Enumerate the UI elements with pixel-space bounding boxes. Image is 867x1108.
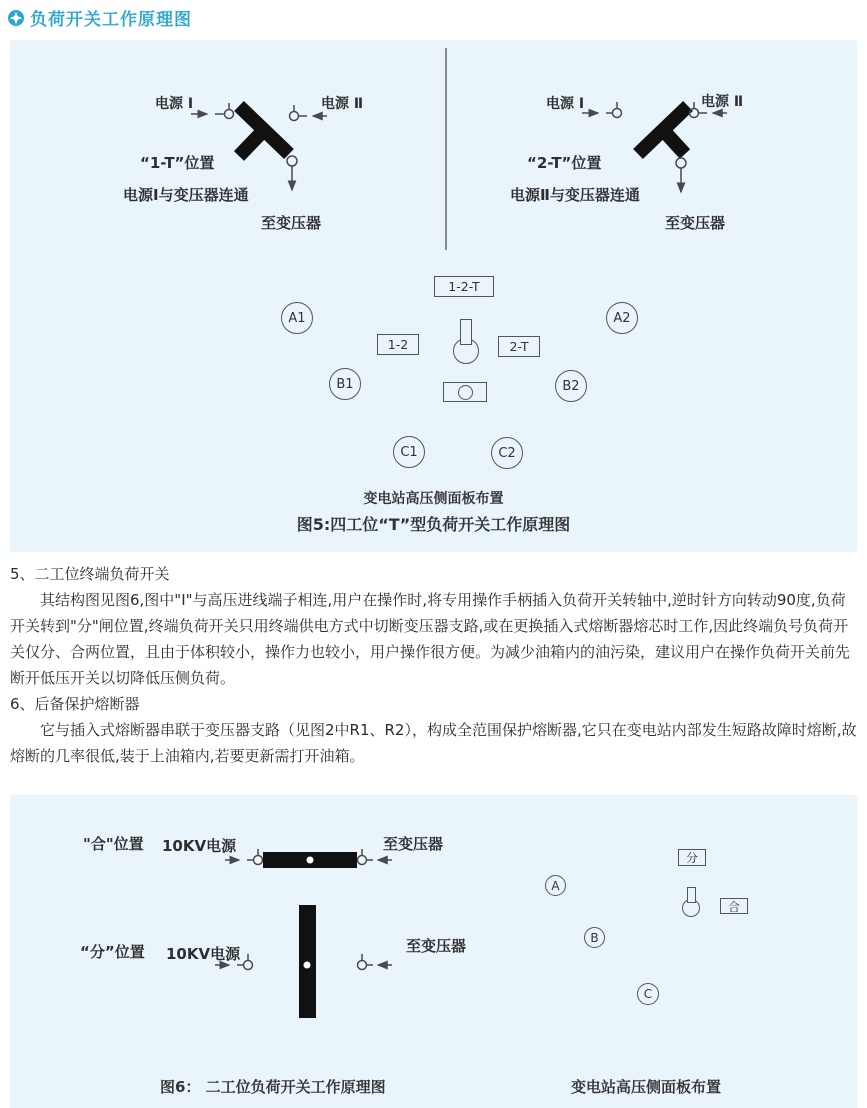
fig5-caption: 图5:四工位“T”型负荷开关工作原理图 xyxy=(296,515,571,534)
fig6-panel-circle-b: B xyxy=(584,927,605,948)
fig6-closed-position-label: "合"位置 xyxy=(83,835,144,853)
fig5-right-connection-label: 电源Ⅱ与变压器连通 xyxy=(510,186,640,204)
fig5-panel-circle-a2: A2 xyxy=(606,302,638,334)
figure5-panel xyxy=(10,40,857,552)
fig6-panel-circle-a: A xyxy=(545,875,566,896)
fig6-panel-caption: 变电站高压侧面板布置 xyxy=(571,1078,722,1096)
fig5-left-source1-label: 电源 Ⅰ xyxy=(155,96,194,112)
fig5-left-position-label: “1-T”位置 xyxy=(140,154,215,172)
fig5-panel-circle-a1: A1 xyxy=(281,302,313,334)
fig5-indicator-dot xyxy=(458,385,473,400)
fig6-panel-circle-c: C xyxy=(637,983,659,1005)
fig6-closed-to-transformer-label: 至变压器 xyxy=(383,835,444,853)
fig5-left-to-transformer-label: 至变压器 xyxy=(261,214,322,232)
fig5-panel-circle-b2: B2 xyxy=(555,370,587,402)
section6-paragraph: 它与插入式熔断器串联于变压器支路（见图2中R1、R2），构成全范围保护熔断器,它只在变电站内部发生短路故障时熔断,故熔断的几率很低,装于上油箱内,若要更新需打开油箱。 xyxy=(10,721,857,765)
fig5-right-position-label: “2-T”位置 xyxy=(527,154,602,172)
section5-heading: 5、二工位终端负荷开关 xyxy=(10,565,170,583)
section6-heading: 6、后备保护熔断器 xyxy=(10,695,140,713)
fig6-open-position-label: “分”位置 xyxy=(80,943,145,961)
section5-paragraph: 其结构图见图6,图中"Ⅰ"与高压进线端子相连,用户在操作时,将专用操作手柄插入负荷开关转轴中,逆时针方向转动90度,负荷开关转到"分"闸位置,终端负荷开关只用终端供电方式中切断变压器支路,或在更换插入式熔断器熔芯时工作,因此终端负号负荷开关仅分、合两位置，且由于体积较小，操作力也较小，用户操作很方便。为减少油箱内的油污染，建议用户在操作负荷开关前先断开低压开关以切降低压侧负荷。 xyxy=(10,591,851,687)
fig6-open-source-label: 10KV电源 xyxy=(166,945,241,963)
fig6-panel-box-open: 分 xyxy=(678,849,706,866)
fig6-closed-source-label: 10KV电源 xyxy=(162,837,237,855)
fig5-panel-box-2-t: 2-T xyxy=(498,336,540,357)
fig5-panel-box-1-2-t: 1-2-T xyxy=(434,276,494,297)
fig5-panel-circle-b1: B1 xyxy=(329,368,361,400)
fig5-panel-caption: 变电站高压侧面板布置 xyxy=(363,491,504,507)
fig6-caption: 图6： 二工位负荷开关工作原理图 xyxy=(160,1078,386,1096)
body-text xyxy=(10,561,857,769)
fig5-panel-box-1-2: 1-2 xyxy=(377,334,419,355)
fig6-panel-box-closed: 合 xyxy=(720,898,748,914)
fig5-panel-circle-c2: C2 xyxy=(491,437,523,469)
fig6-operating-handle xyxy=(687,887,696,903)
figure6-panel xyxy=(10,795,857,1108)
fig6-open-to-transformer-label: 至变压器 xyxy=(406,937,467,955)
fig5-left-source2-label: 电源 Ⅱ xyxy=(321,96,364,112)
fig5-operating-handle xyxy=(460,319,472,345)
fig5-right-to-transformer-label: 至变压器 xyxy=(665,214,726,232)
fig5-panel-circle-c1: C1 xyxy=(393,436,425,468)
fig5-left-connection-label: 电源Ⅰ与变压器连通 xyxy=(123,186,249,204)
fig5-right-source2-label: 电源 Ⅱ xyxy=(701,94,744,110)
section-header xyxy=(8,5,192,30)
fig5-indicator-slot xyxy=(443,382,487,402)
page-title: 负荷开关工作原理图 xyxy=(30,10,192,30)
fig5-right-source1-label: 电源 Ⅰ xyxy=(546,96,585,112)
star-badge-icon xyxy=(8,10,24,26)
